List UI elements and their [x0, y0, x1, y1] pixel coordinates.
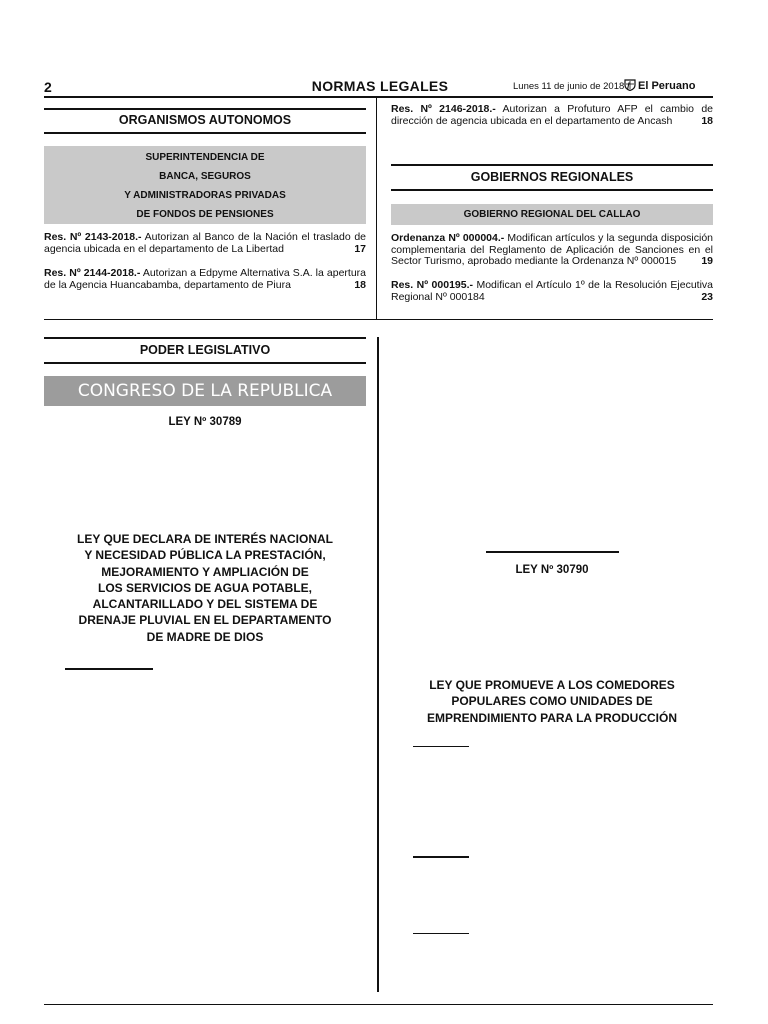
- law-title-line: ALCANTARILLADO Y DEL SISTEMA DE: [92, 597, 318, 612]
- congreso-banner: CONGRESO DE LA REPUBLICA: [44, 376, 366, 406]
- sbs-box-line: Y ADMINISTRADORAS PRIVADAS: [124, 190, 286, 201]
- signature-rule: [413, 856, 469, 858]
- entry-page: 18: [354, 278, 366, 291]
- sbs-box-line: SUPERINTENDENCIA DE: [145, 152, 265, 163]
- law-title: [44, 531, 366, 645]
- footer-rule: [44, 1004, 713, 1005]
- issue-date: [513, 81, 630, 92]
- law-title-line: POPULARES COMO UNIDADES DE: [451, 694, 653, 709]
- signature-rule: [65, 668, 153, 670]
- entry-page: 19: [701, 255, 713, 267]
- section-title: NORMAS LEGALES: [311, 78, 449, 94]
- summary-entry: [391, 280, 713, 303]
- law-title-line: DRENAJE PLUVIAL EN EL DEPARTAMENTO: [78, 613, 332, 628]
- entry-ref: Res. Nº 000195.-: [391, 279, 473, 291]
- newspaper-name: El Peruano: [638, 80, 696, 92]
- law-number: LEY Nº 30790: [515, 564, 589, 576]
- main-column-divider: [377, 337, 379, 992]
- regionales-title: GOBIERNOS REGIONALES: [470, 170, 634, 184]
- entry-ref: Res. Nº 2143-2018.-: [44, 231, 142, 243]
- entry-ref: Res. Nº 2146-2018.-: [391, 103, 496, 115]
- summary-bottom-rule: [44, 319, 713, 320]
- legislativo-rule-bottom: [44, 362, 366, 364]
- entry-text: Autorizan al Banco de la Nación el traslado de agencia ubicada en el departamento de La Libertad: [44, 231, 366, 255]
- organismos-title: ORGANISMOS AUTONOMOS: [118, 113, 292, 127]
- law-title-line: DE MADRE DE DIOS: [146, 629, 264, 644]
- signature-rule: [413, 933, 469, 934]
- law-title: [391, 677, 713, 726]
- regionales-rule-bottom: [391, 189, 713, 191]
- summary-entry: [391, 104, 713, 127]
- sbs-box-line: BANCA, SEGUROS: [159, 171, 251, 182]
- top-column-divider: [376, 98, 377, 320]
- entry-text: Modifican artículos y la segunda disposición complementaria del Reglamento de Aplicación de Sanciones en el Sector Turismo, aprobado mediante la Ordenanza Nº 000015: [391, 232, 713, 267]
- callao-box: [391, 204, 713, 225]
- law-title-line: LOS SERVICIOS DE AGUA POTABLE,: [97, 580, 313, 595]
- entry-text: Autorizan a Edpyme Alternativa S.A. la apertura de la Agencia Huancabamba, departamento de Piura: [44, 267, 367, 291]
- entry-page: 17: [354, 242, 366, 255]
- summary-entry: [44, 268, 366, 291]
- page-number: 2: [44, 79, 52, 95]
- entry-page: 18: [701, 114, 713, 127]
- law-title-line: EMPRENDIMIENTO PARA LA PRODUCCIÓN: [426, 710, 677, 725]
- callao-box-title: GOBIERNO REGIONAL DEL CALLAO: [463, 209, 641, 220]
- entry-ref: Res. Nº 2144-2018.-: [44, 267, 141, 279]
- signature-rule: [413, 746, 469, 747]
- entry-page: 23: [701, 290, 713, 303]
- legislativo-title: PODER LEGISLATIVO: [139, 343, 271, 357]
- law-separator-rule: [486, 551, 619, 553]
- organismos-rule-bottom: [44, 132, 366, 134]
- sbs-box-line: DE FONDOS DE PENSIONES: [136, 209, 274, 220]
- summary-entry: [391, 233, 713, 268]
- law-title-line: Y NECESIDAD PÚBLICA LA PRESTACIÓN,: [84, 548, 326, 563]
- issue-date-text: Lunes 11 de junio de 2018: [513, 81, 625, 92]
- header-separator: /: [626, 81, 630, 92]
- regionales-rule-top: [391, 164, 713, 166]
- organismos-rule-top: [44, 108, 366, 110]
- law-title-line: LEY QUE DECLARA DE INTERÉS NACIONAL: [76, 532, 334, 546]
- sbs-box: [44, 146, 366, 224]
- entry-text: Modifican el Artículo 1º de la Resolución Ejecutiva Regional Nº 000184: [391, 279, 713, 303]
- law-title-line: LEY QUE PROMUEVE A LOS COMEDORES: [429, 678, 675, 692]
- legislativo-rule-top: [44, 337, 366, 339]
- summary-entry: [44, 232, 366, 255]
- header-rule: [44, 96, 713, 98]
- law-number: LEY Nº 30789: [168, 416, 242, 428]
- crest-icon: [624, 79, 636, 91]
- law-title-line: MEJORAMIENTO Y AMPLIACIÓN DE: [101, 564, 309, 579]
- entry-ref: Ordenanza Nº 000004.-: [391, 232, 505, 244]
- entry-text: Autorizan a Profuturo AFP el cambio de dirección de agencia ubicada en el departamento de Ancash: [391, 103, 713, 127]
